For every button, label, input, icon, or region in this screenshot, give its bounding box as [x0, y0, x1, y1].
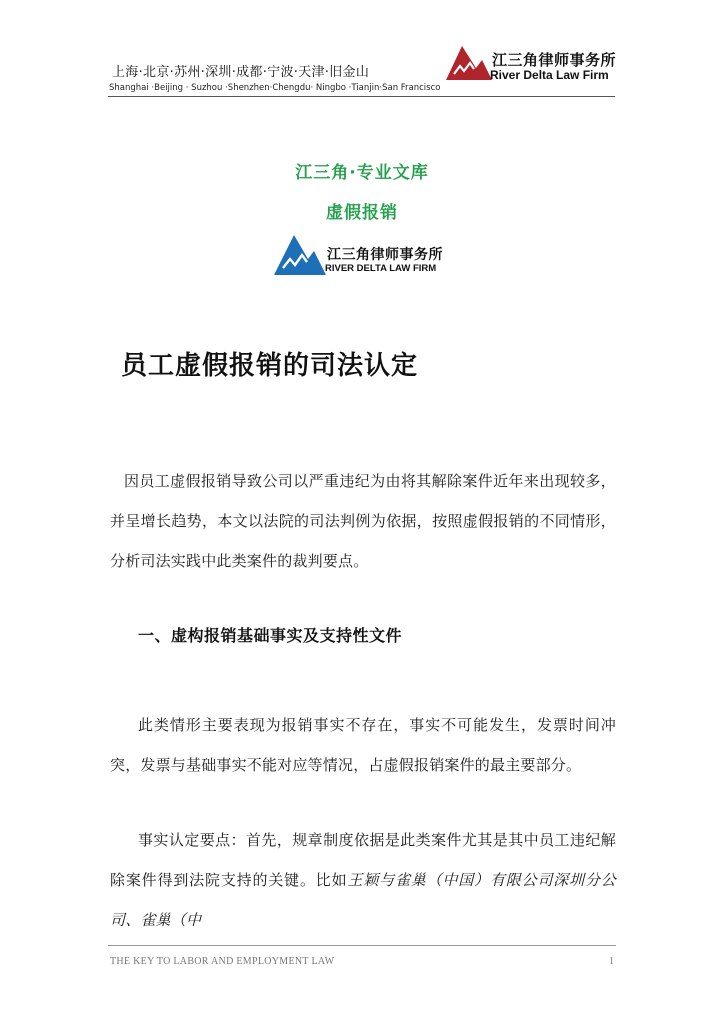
header-firm-name-en: River Delta Law Firm — [490, 68, 609, 82]
facts-lead-text: 事实认定要点：首先，规章制度依据是此类案件尤其是其中员工违纪解除案件得到法院支持的关键。比如 — [110, 831, 616, 889]
library-title: 江三角·专业文库 — [295, 163, 429, 183]
section-heading: 一、虚构报销基础事实及支持性文件 — [138, 626, 403, 645]
article-title: 员工虚假报销的司法认定 — [121, 351, 419, 381]
firm-logo-blue-icon — [274, 233, 326, 277]
header-cities-en: Shanghai ·Beijing · Suzhou ·Shenzhen·Chengdu· Ningbo ·Tianjin·San Francisco — [109, 83, 441, 93]
page-number: 1 — [609, 956, 614, 967]
body-paragraph: 此类情形主要表现为报销事实不存在，事实不可能发生，发票时间冲突，发票与基础事实不能对应等情况，占虚假报销案件的最主要部分。 — [110, 716, 616, 774]
footer-divider — [108, 945, 616, 946]
library-subtitle: 虚假报销 — [326, 203, 398, 223]
header-cities-cn: 上海·北京·苏州·深圳·成都·宁波·天津·旧金山 — [112, 65, 370, 80]
firm-logo-red-icon — [446, 44, 492, 82]
center-firm-name-cn: 江三角律师事务所 — [327, 247, 443, 263]
header-divider — [108, 96, 615, 97]
center-firm-name-en: RIVER DELTA LAW FIRM — [325, 263, 437, 274]
body-paragraph-facts — [110, 820, 616, 940]
case-name-text: 王颖与雀巢（中国）有限公司深圳分公司、雀巢（中 — [110, 871, 616, 929]
header-firm-name-cn: 江三角律师事务所 — [492, 51, 617, 69]
footer-text: THE KEY TO LABOR AND EMPLOYMENT LAW — [110, 956, 335, 967]
intro-paragraph: 因员工虚假报销导致公司以严重违纪为由将其解除案件近年来出现较多，并呈增长趋势，本文以法院的司法判例为依据，按照虚假报销的不同情形，分析司法实践中此类案件的裁判要点。 — [110, 472, 616, 570]
